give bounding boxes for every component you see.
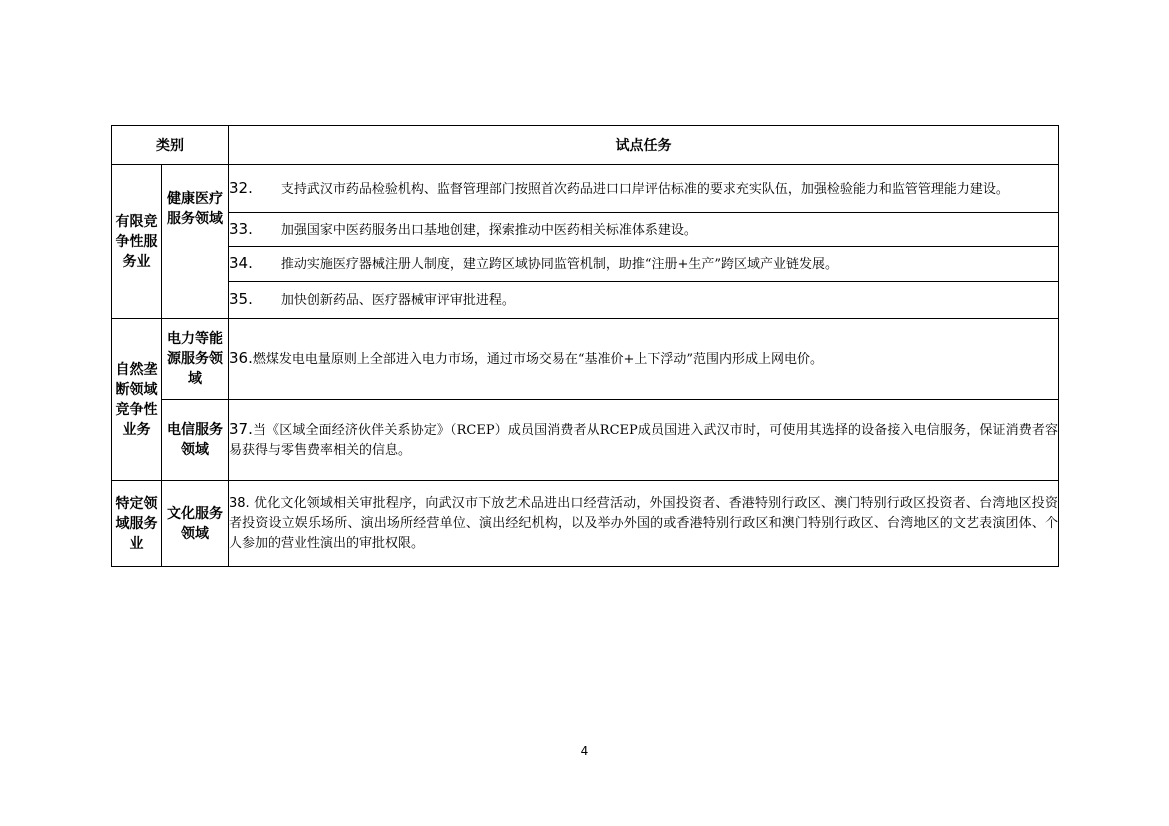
- header-tasks: 试点任务: [229, 126, 1059, 165]
- subcategory-cell: 电信服务领域: [162, 400, 229, 481]
- task-text: 支持武汉市药品检验机构、监督管理部门按照首次药品进口口岸评估标准的要求充实队伍，加强检验能力和监管管理能力建设。: [280, 181, 1009, 197]
- task-cell: [229, 282, 1059, 319]
- task-number: 34.: [229, 254, 253, 272]
- task-number: 36.: [229, 349, 253, 367]
- task-text: 加强国家中医药服务出口基地创建，探索推动中医药相关标准体系建设。: [280, 222, 697, 238]
- task-number: 35.: [229, 290, 253, 308]
- page-number: 4: [580, 744, 589, 758]
- task-text: 当《区域全面经济伙伴关系协定》（RCEP）成员国消费者从RCEP成员国进入武汉市时，可使用其选择的设备接入电信服务，保证消费者容易获得与零售费率相关的信息。: [229, 423, 1058, 458]
- task-cell: [229, 247, 1059, 282]
- table-row: [112, 319, 1059, 400]
- pilot-tasks-table: [111, 125, 1059, 567]
- table-row: [112, 400, 1059, 481]
- header-category: 类别: [112, 126, 229, 165]
- category-cell: 特定领域服务业: [112, 481, 162, 567]
- task-cell: [229, 481, 1059, 567]
- table-header-row: [112, 126, 1059, 165]
- task-text: 优化文化领域相关审批程序，向武汉市下放艺术品进出口经营活动，外国投资者、香港特别行政区、澳门特别行政区投资者、台湾地区投资者投资设立娱乐场所、演出场所经营单位、演出经纪机构，以及举办外国的或香港特别行政区和澳门特别行政区、台湾地区的文艺表演团体、个人参加的营业性演出的审批权限。: [229, 495, 1058, 551]
- task-number: 38.: [229, 495, 250, 511]
- task-number: 37.: [229, 420, 253, 438]
- category-cell: 有限竞争性服务业: [112, 165, 162, 319]
- table-row: [112, 213, 1059, 247]
- task-cell: [229, 165, 1059, 213]
- category-cell: 自然垄断领域竞争性业务: [112, 319, 162, 481]
- task-text: 加快创新药品、医疗器械审评审批进程。: [280, 293, 515, 308]
- subcategory-cell: 文化服务领域: [162, 481, 229, 567]
- task-cell: [229, 400, 1059, 481]
- task-text: 推动实施医疗器械注册人制度，建立跨区域协同监管机制，助推“注册+生产”跨区域产业链发展。: [280, 257, 839, 272]
- table-row: [112, 165, 1059, 213]
- subcategory-cell: 电力等能源服务领域: [162, 319, 229, 400]
- task-cell: [229, 319, 1059, 400]
- task-text: 燃煤发电电量原则上全部进入电力市场，通过市场交易在“基准价+上下浮动”范围内形成上网电价。: [252, 352, 824, 367]
- task-number: 33.: [229, 219, 253, 238]
- subcategory-cell: 健康医疗服务领域: [162, 165, 229, 319]
- task-number: 32.: [229, 178, 253, 197]
- table-row: [112, 481, 1059, 567]
- table-row: [112, 282, 1059, 319]
- task-cell: [229, 213, 1059, 247]
- table-row: [112, 247, 1059, 282]
